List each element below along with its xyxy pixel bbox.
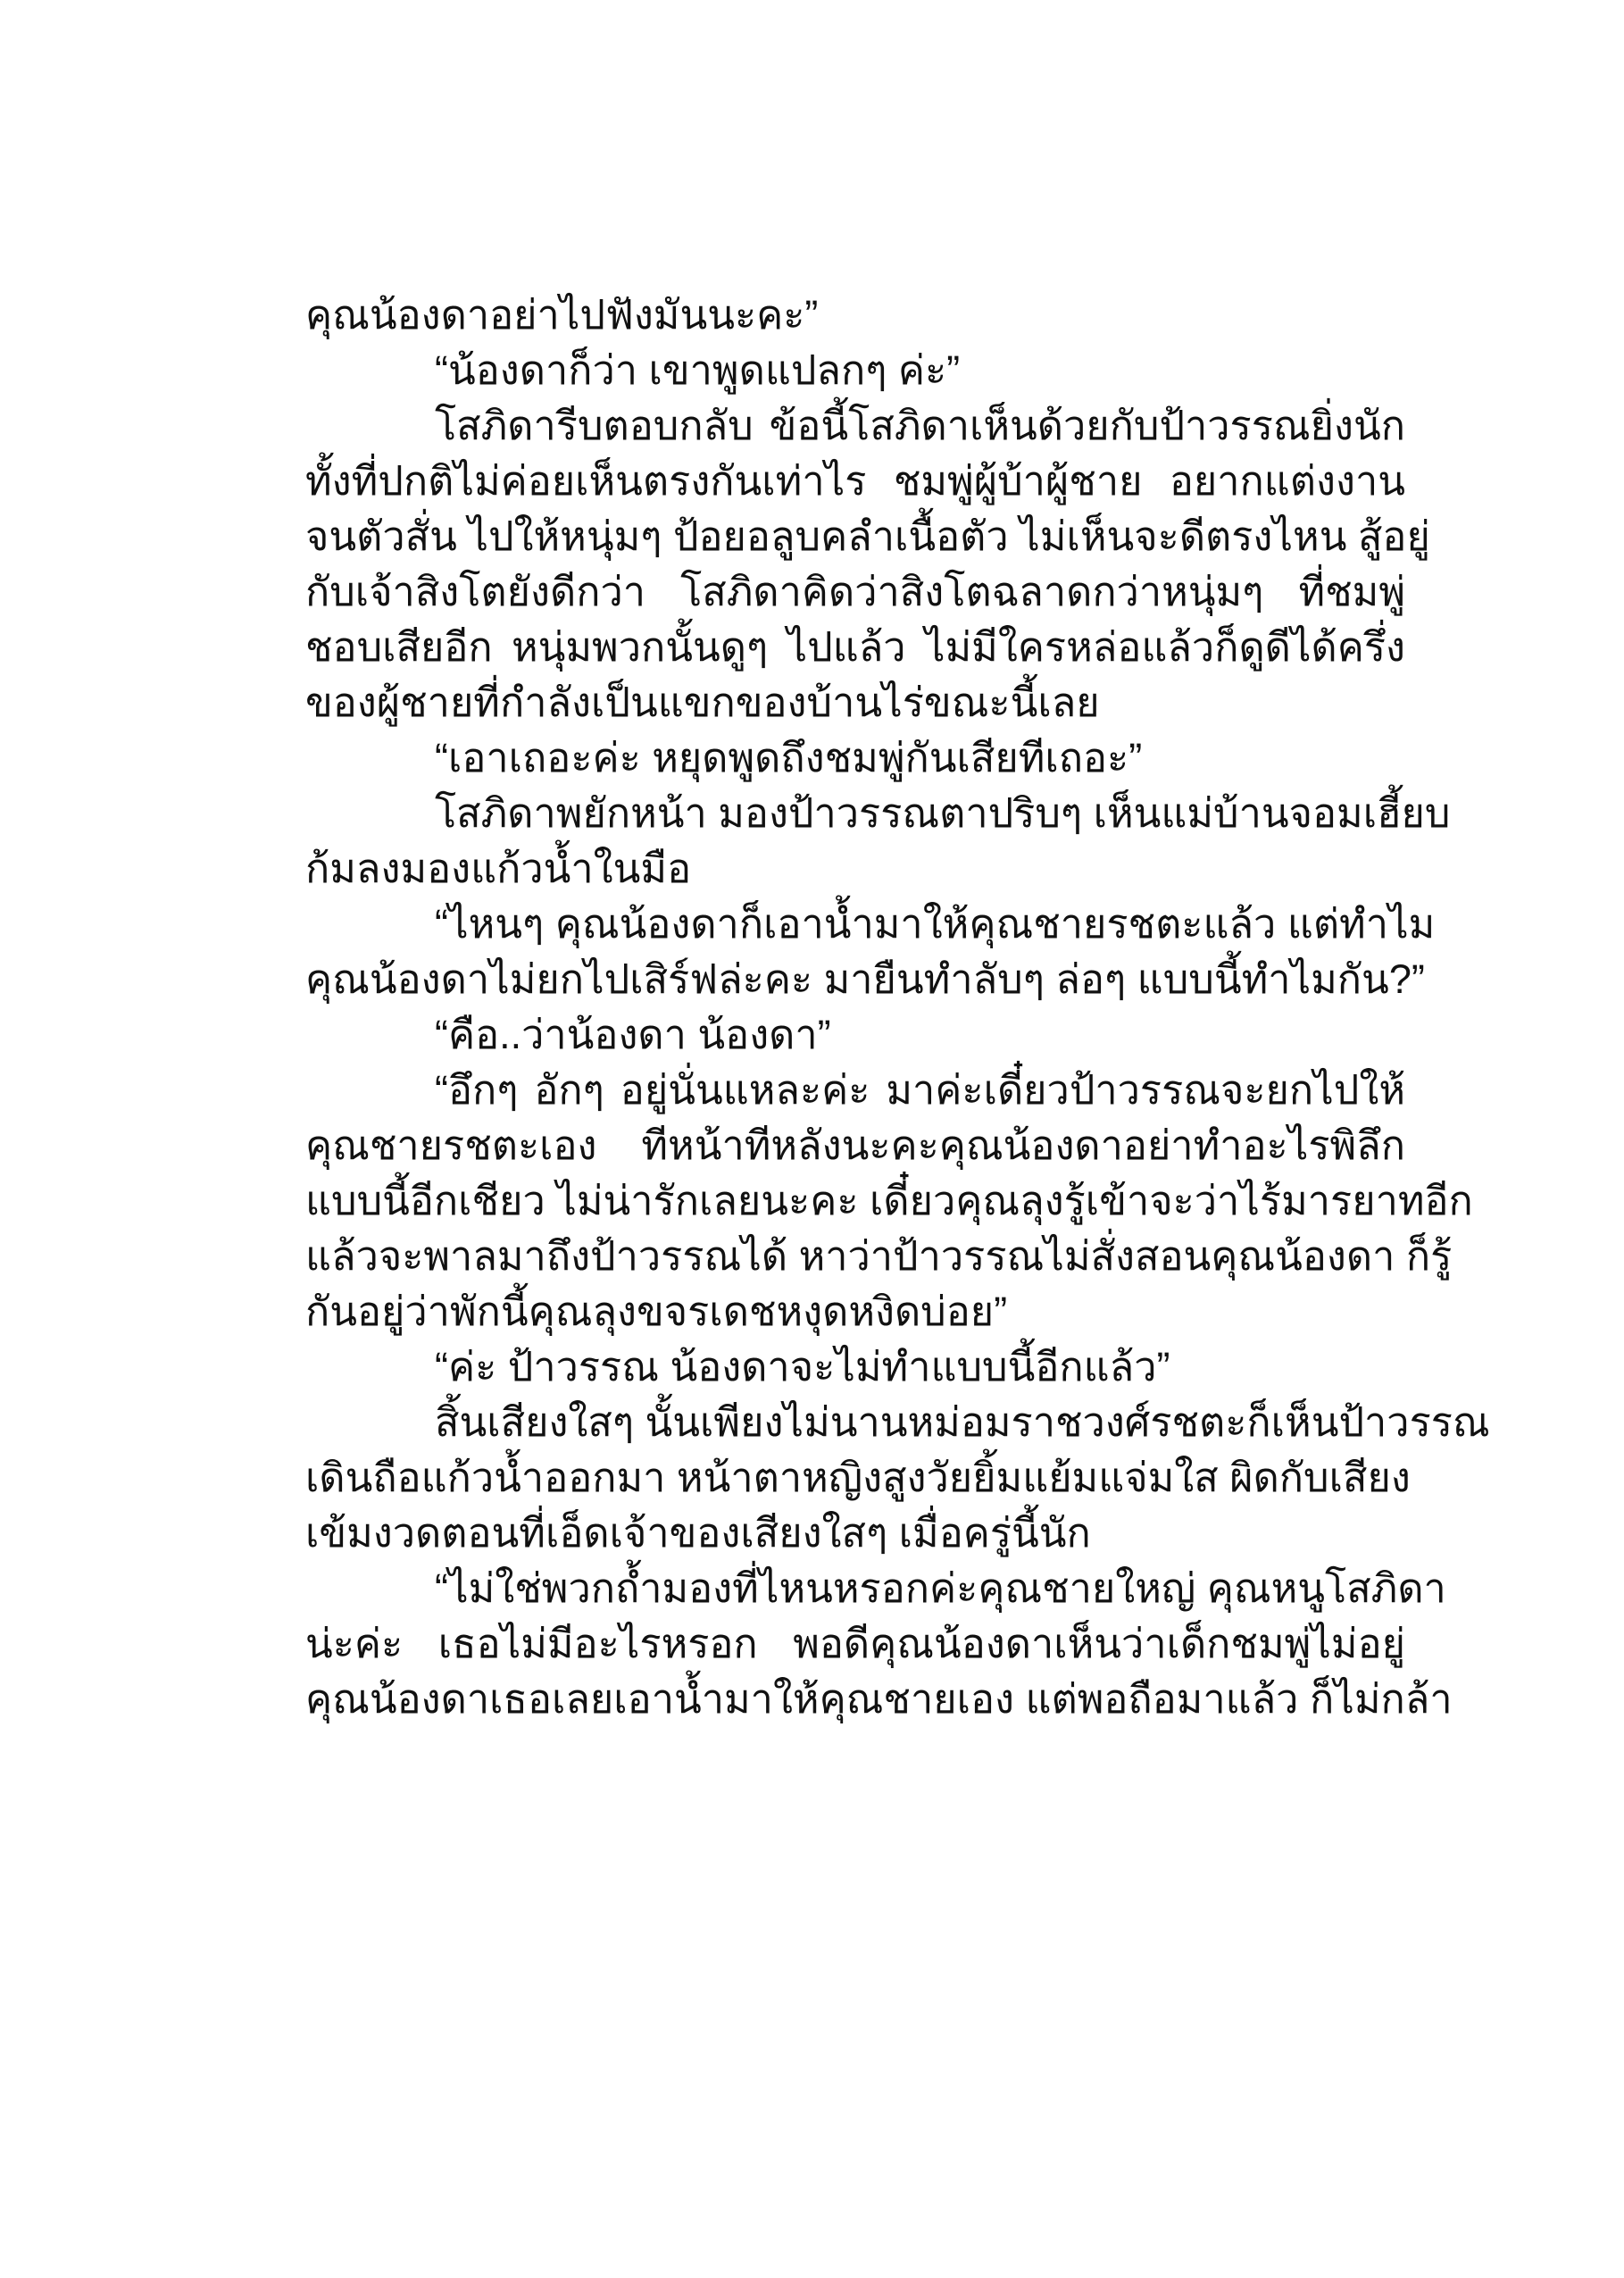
text-line: “เอาเถอะค่ะ หยุดพูดถึงชมพู่กันเสียทีเถอะ” bbox=[435, 735, 1143, 780]
text-line: ของผู้ชายที่กำลังเป็นแขกของบ้านไร่ขณะนี้เลย bbox=[305, 680, 1100, 725]
text-line: สิ้นเสียงใสๆ นั้นเพียงไม่นานหม่อมราชวงศ์รชตะก็เห็นป้าวรรณ bbox=[435, 1399, 1490, 1445]
text-line: จนตัวสั่น ไปให้หนุ่มๆ ป้อยอลูบคลำเนื้อตัว ไม่เห็นจะดีตรงไหน สู้อยู่ bbox=[305, 513, 1430, 559]
text-line: คุณน้องดาเธอเลยเอาน้ำมาให้คุณชายเอง แต่พอถือมาแล้ว ก็ไม่กล้า bbox=[305, 1676, 1453, 1722]
text-line: “คือ..ว่าน้องดา น้องดา” bbox=[435, 1012, 831, 1057]
text-line: คุณน้องดาอย่าไปฟังมันนะคะ” bbox=[305, 292, 819, 338]
text-line: กันอยู่ว่าพักนี้คุณลุงขจรเดชหงุดหงิดบ่อย” bbox=[305, 1289, 1008, 1334]
text-line: ชอบเสียอีก หนุ่มพวกนั้นดูๆ ไปแล้ว ไม่มีใครหล่อแล้วก็ดูดีได้ครึ่ง bbox=[305, 624, 1405, 670]
text-line: “ไหนๆ คุณน้องดาก็เอาน้ำมาให้คุณชายรชตะแล้ว แต่ทำไม bbox=[435, 901, 1436, 947]
text-line: เดินถือแก้วน้ำออกมา หน้าตาหญิงสูงวัยยิ้มแย้มแจ่มใส ผิดกับเสียง bbox=[305, 1455, 1411, 1500]
text-line: “น้องดาก็ว่า เขาพูดแปลกๆ ค่ะ” bbox=[435, 347, 961, 393]
text-line: คุณน้องดาไม่ยกไปเสิร์ฟล่ะคะ มายืนทำลับๆ ล่อๆ แบบนี้ทำไมกัน?” bbox=[305, 956, 1425, 1002]
text-line: น่ะค่ะ เธอไม่มีอะไรหรอก พอดีคุณน้องดาเห็นว่าเด็กชมพู่ไม่อยู่ bbox=[305, 1621, 1405, 1666]
text-line: กับเจ้าสิงโตยังดีกว่า โสภิดาคิดว่าสิงโตฉลาดกว่าหนุ่มๆ ที่ชมพู่ bbox=[305, 569, 1405, 614]
text-line: เข้มงวดตอนที่เอ็ดเจ้าของเสียงใสๆ เมื่อครู่นี้นัก bbox=[305, 1510, 1091, 1556]
text-line: “ไม่ใช่พวกถ้ำมองที่ไหนหรอกค่ะคุณชายใหญ่ คุณหนูโสภิดา bbox=[435, 1565, 1446, 1611]
text-line: “ค่ะ ป้าวรรณ น้องดาจะไม่ทำแบบนี้อีกแล้ว” bbox=[435, 1344, 1170, 1389]
text-line: ทั้งที่ปกติไม่ค่อยเห็นตรงกันเท่าไร ชมพู่ผู้บ้าผู้ชาย อยากแต่งงาน bbox=[305, 458, 1405, 504]
text-line: โสภิดาพยักหน้า มองป้าวรรณตาปริบๆ เห็นแม่บ้านจอมเฮี้ยบ bbox=[435, 790, 1451, 836]
text-line: แล้วจะพาลมาถึงป้าวรรณได้ หาว่าป้าวรรณไม่สั่งสอนคุณน้องดา ก็รู้ bbox=[305, 1233, 1453, 1279]
text-line: ก้มลงมองแก้วน้ำในมือ bbox=[305, 846, 692, 891]
text-line: “อึกๆ อักๆ อยู่นั่นแหละค่ะ มาค่ะเดี๋ยวป้าวรรณจะยกไปให้ bbox=[435, 1067, 1405, 1113]
text-line: แบบนี้อีกเชียว ไม่น่ารักเลยนะคะ เดี๋ยวคุณลุงรู้เข้าจะว่าไร้มารยาทอีก bbox=[305, 1178, 1473, 1223]
body-text bbox=[305, 288, 1490, 1727]
text-line: คุณชายรชตะเอง ทีหน้าทีหลังนะคะคุณน้องดาอย่าทำอะไรพิลึก bbox=[305, 1122, 1405, 1168]
text-line: โสภิดารีบตอบกลับ ข้อนี้โสภิดาเห็นด้วยกับป้าวรรณยิ่งนัก bbox=[435, 403, 1405, 448]
